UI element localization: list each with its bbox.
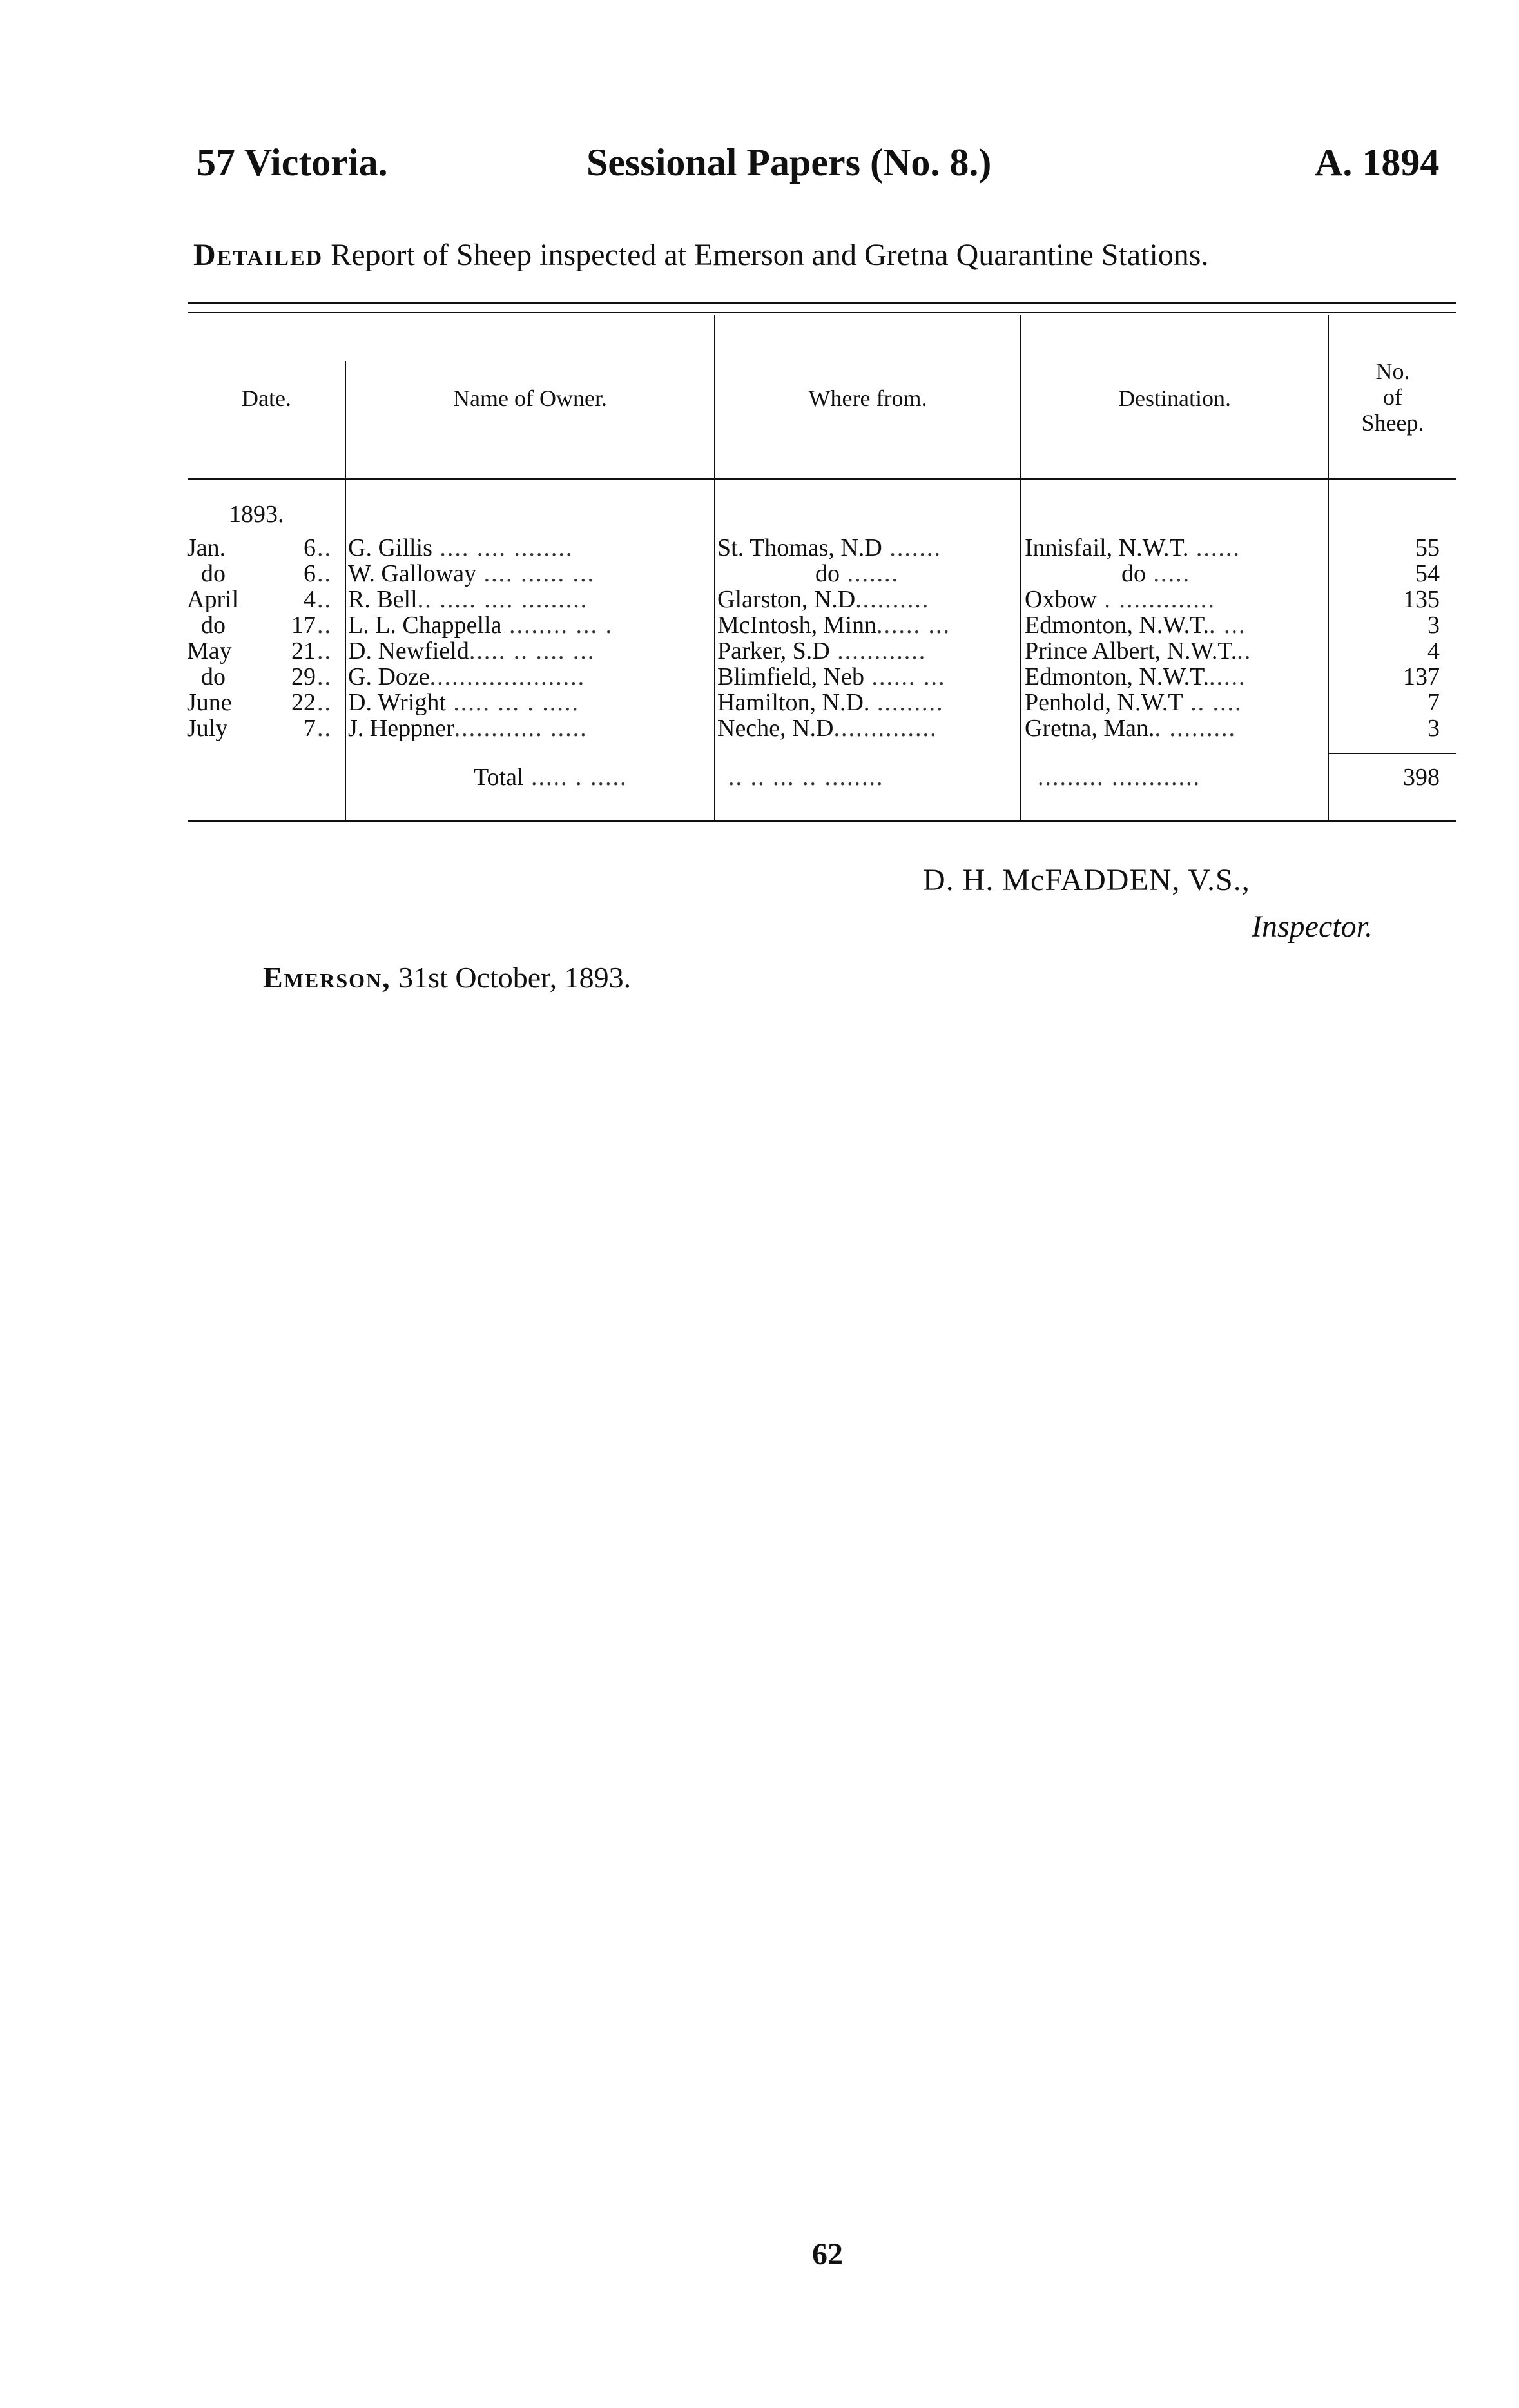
total-from-dots: .. .. ... .. ........: [728, 764, 884, 790]
report-date: 31st October, 1893.: [398, 961, 632, 994]
page-number: 62: [812, 2237, 843, 2271]
header-series: Sessional Papers (No. 8.): [586, 141, 992, 184]
row-destination-place: do: [1121, 561, 1146, 587]
row-sheep: 3: [1427, 612, 1440, 638]
inspector-name: D. H. McFADDEN, V.S.,: [923, 863, 1250, 897]
report-title-lead: Detailed: [193, 238, 324, 272]
row-from: Parker, S.D ............: [717, 638, 927, 664]
col-header-owner: Name of Owner.: [453, 385, 607, 411]
row-destination-place: Penhold, N.W.T: [1025, 690, 1183, 715]
row-from-place: Glarston, N.D: [717, 587, 856, 612]
row-owner-name: L. L. Chappella: [348, 612, 502, 638]
row-from: Glarston, N.D..........: [717, 587, 930, 612]
row-owner: D. Wright ..... ... . .....: [348, 690, 579, 715]
row-owner: J. Heppner............ .....: [348, 715, 588, 741]
row-day: 7: [304, 715, 316, 741]
row-destination: Prince Albert, N.W.T...: [1025, 638, 1252, 664]
table-top-rule: [188, 302, 1456, 304]
row-destination-place: Innisfail, N.W.T.: [1025, 535, 1189, 561]
row-sheep: 135: [1403, 587, 1440, 612]
row-month: May: [187, 638, 232, 664]
row-from-place: Neche, N.D: [717, 715, 834, 741]
row-owner: G. Gillis .... .... ........: [348, 535, 574, 561]
table-year: 1893.: [229, 501, 284, 527]
row-sheep: 55: [1415, 535, 1440, 561]
col-header-sheep: [1329, 358, 1456, 436]
row-destination: Edmonton, N.W.T......: [1025, 664, 1246, 690]
header-volume: 57 Victoria.: [197, 141, 388, 184]
row-owner-name: J. Heppner: [348, 715, 454, 741]
row-destination: Innisfail, N.W.T. ......: [1025, 535, 1241, 561]
row-sheep: 54: [1415, 561, 1440, 587]
col-header-date: Date.: [242, 385, 291, 411]
col-header-sheep-line1: No.: [1375, 358, 1410, 384]
row-day-dots: ..: [317, 664, 332, 690]
total-label: Total ..... . .....: [474, 764, 628, 790]
row-from: Neche, N.D..............: [717, 715, 938, 741]
row-day-dots: ..: [317, 561, 332, 587]
row-owner-name: R. Bell: [348, 587, 418, 612]
row-from-place: Blimfield, Neb: [717, 664, 864, 690]
header-year: A. 1894: [1315, 141, 1440, 184]
table-bottom-rule: [188, 820, 1456, 822]
row-from: St. Thomas, N.D .......: [717, 535, 942, 561]
row-destination: Gretna, Man.. .........: [1025, 715, 1237, 741]
report-title-text: Report of Sheep inspected at Emerson and Gretna Quarantine Stations.: [331, 238, 1209, 272]
col-header-sheep-line3: Sheep.: [1361, 410, 1424, 436]
row-owner: G. Doze.....................: [348, 664, 586, 690]
col-header-from: Where from.: [808, 385, 927, 411]
row-owner: L. L. Chappella ........ ... .: [348, 612, 613, 638]
row-day-dots: ..: [317, 690, 332, 715]
row-month: June: [187, 690, 232, 715]
row-owner: D. Newfield..... .. .... ...: [348, 638, 595, 664]
row-destination: Penhold, N.W.T .. ....: [1025, 690, 1243, 715]
row-from: do .......: [815, 561, 899, 587]
row-destination-place: Gretna, Man.: [1025, 715, 1155, 741]
row-day: 21: [291, 638, 316, 664]
total-rule: [1328, 753, 1456, 754]
row-day-dots: ..: [317, 638, 332, 664]
row-day: 17: [291, 612, 316, 638]
total-label-text: Total: [474, 764, 524, 790]
row-from-place: McIntosh, Minn: [717, 612, 876, 638]
row-sheep: 4: [1427, 638, 1440, 664]
row-day: 29: [291, 664, 316, 690]
header-bottom-rule: [188, 478, 1456, 480]
row-month: April: [187, 587, 239, 612]
row-destination-place: Edmonton, N.W.T.: [1025, 612, 1210, 638]
row-from: Hamilton, N.D. .........: [717, 690, 944, 715]
row-month: do: [201, 561, 226, 587]
row-day-dots: ..: [317, 715, 332, 741]
row-from-place: St. Thomas, N.D: [717, 535, 882, 561]
row-day: 6: [304, 535, 316, 561]
row-day: 4: [304, 587, 316, 612]
row-sheep: 7: [1427, 690, 1440, 715]
inspector-title: Inspector.: [1252, 909, 1373, 944]
row-destination: Edmonton, N.W.T.. ...: [1025, 612, 1246, 638]
row-owner-name: W. Galloway: [348, 561, 477, 587]
row-sheep: 137: [1403, 664, 1440, 690]
row-destination-place: Edmonton, N.W.T.: [1025, 664, 1210, 690]
col-header-destination: Destination.: [1118, 385, 1231, 411]
row-month: do: [201, 664, 226, 690]
row-day-dots: ..: [317, 535, 332, 561]
row-month: Jan.: [187, 535, 226, 561]
row-from-place: Hamilton, N.D.: [717, 690, 870, 715]
row-owner-name: D. Wright: [348, 690, 446, 715]
row-month: do: [201, 612, 226, 638]
row-month: July: [187, 715, 228, 741]
row-destination: Oxbow . .............: [1025, 587, 1215, 612]
place-name: Emerson,: [263, 961, 391, 994]
row-owner-name: G. Gillis: [348, 535, 432, 561]
row-from-place: Parker, S.D: [717, 638, 830, 664]
row-destination: do .....: [1121, 561, 1190, 587]
row-owner: R. Bell.. ..... .... .........: [348, 587, 588, 612]
row-day: 6: [304, 561, 316, 587]
row-from: McIntosh, Minn...... ...: [717, 612, 951, 638]
row-from: Blimfield, Neb ...... ...: [717, 664, 946, 690]
total-value: 398: [1403, 764, 1440, 790]
table-top-rule-inner: [188, 312, 1456, 313]
total-destination-dots: ......... ............: [1038, 764, 1201, 790]
row-day-dots: ..: [317, 587, 332, 612]
row-destination-place: Oxbow: [1025, 587, 1097, 612]
place-date: [263, 960, 631, 995]
row-sheep: 3: [1427, 715, 1440, 741]
report-title: [193, 237, 1208, 273]
col-header-sheep-line2: of: [1383, 384, 1402, 410]
row-destination-place: Prince Albert, N.W.T.: [1025, 638, 1237, 664]
col-divider-date: [345, 361, 346, 820]
row-from-place: do: [815, 561, 840, 587]
row-owner-name: G. Doze: [348, 664, 430, 690]
row-owner-name: D. Newfield: [348, 638, 469, 664]
row-day: 22: [291, 690, 316, 715]
row-owner: W. Galloway .... ...... ...: [348, 561, 595, 587]
row-day-dots: ..: [317, 612, 332, 638]
